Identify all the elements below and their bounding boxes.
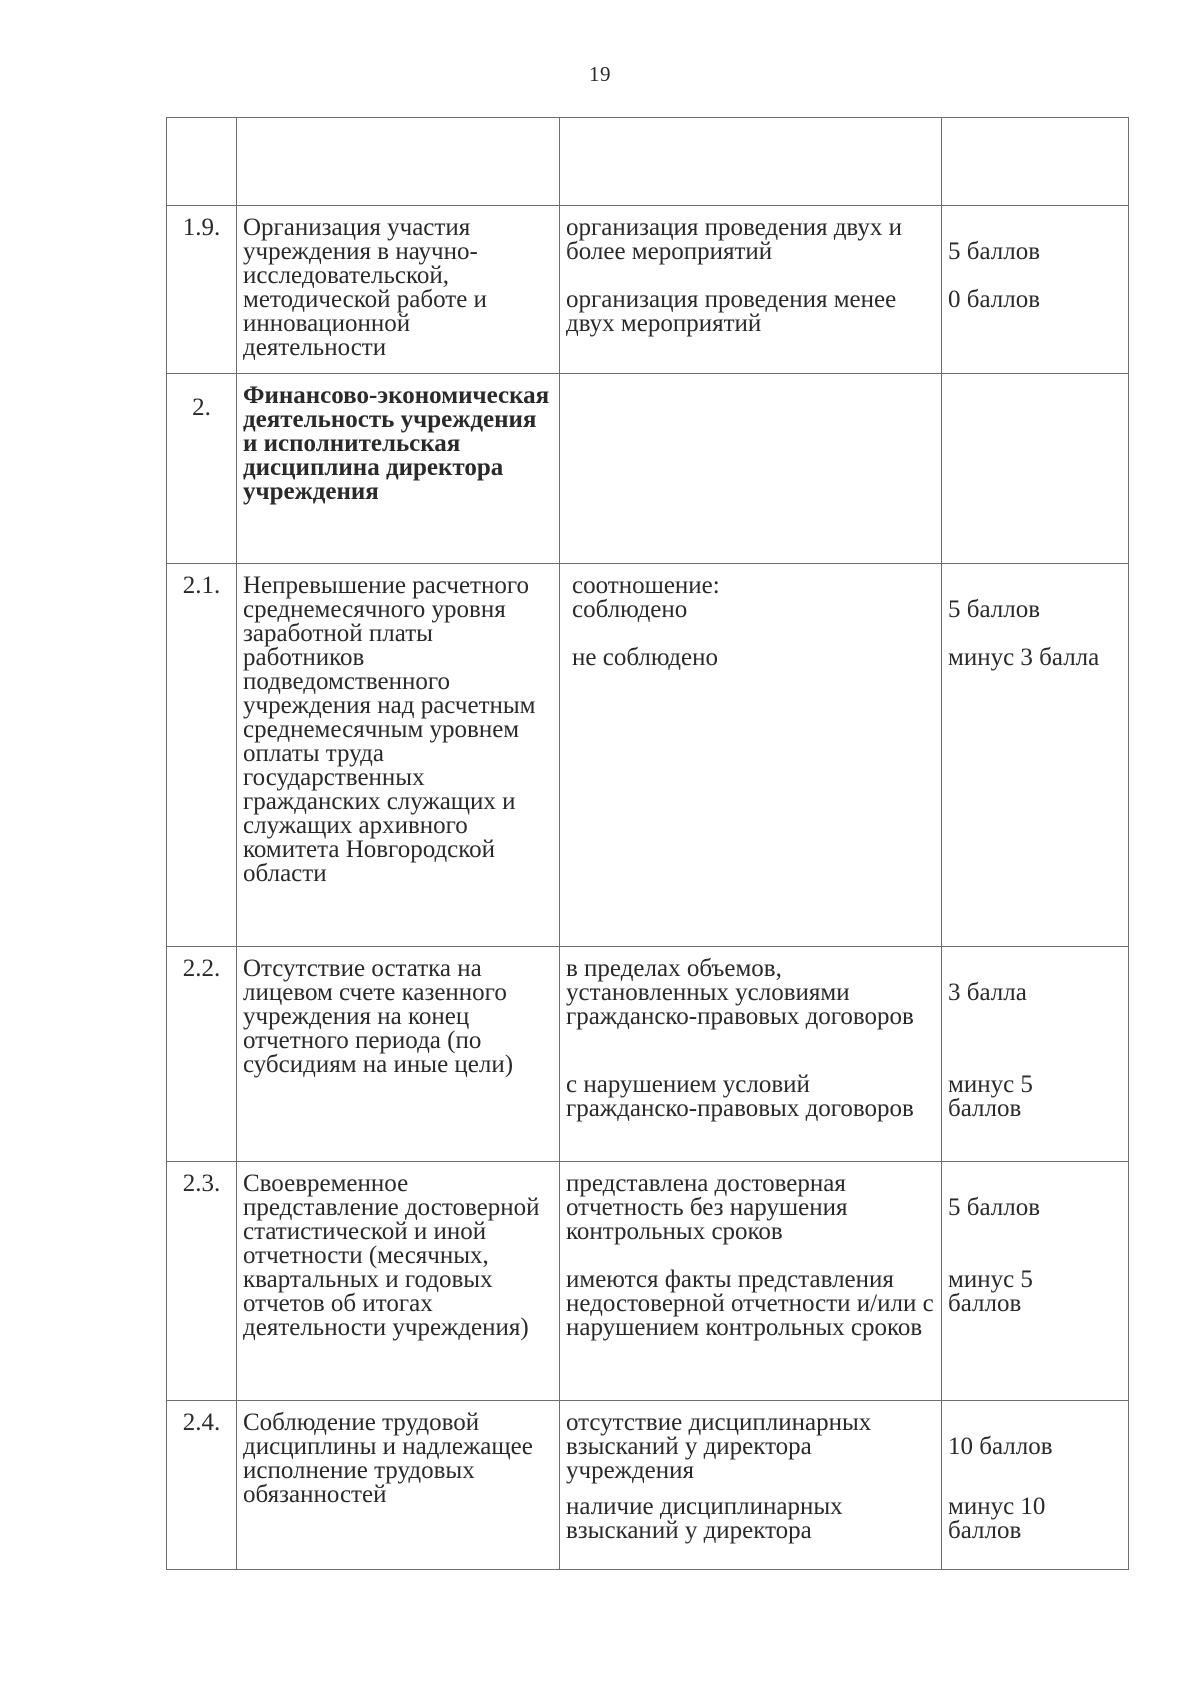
table-row-2-1 — [167, 564, 1129, 947]
criterion-name: Своевременное представление достоверной статистической и иной отчетности (месячных, квартальных и годовых отчетов об итогах деятельности учреждения) — [237, 1162, 560, 1401]
criterion-conditions — [560, 118, 942, 206]
section-title: Финансово-экономическая деятельность учреждения и исполнительская дисциплина директора учреждения — [237, 374, 560, 564]
criterion-scores — [942, 947, 1129, 1162]
criterion-name: Организация участия учреждения в научно-исследовательской, методической работе и инновационной деятельности — [237, 206, 560, 374]
criterion-conditions — [560, 947, 942, 1162]
table-row-2-3 — [167, 1162, 1129, 1401]
table-row-continuation — [167, 118, 1129, 206]
row-number: 2.1. — [167, 564, 237, 947]
criterion-name — [237, 118, 560, 206]
score-value: 5 баллов — [948, 596, 1041, 623]
criterion-conditions — [560, 564, 942, 947]
criteria-table — [166, 117, 1129, 1570]
score-value: 3 балла — [948, 979, 1027, 1006]
score-value: минус 10 баллов — [948, 1493, 1046, 1544]
criterion-name: Соблюдение трудовой дисциплины и надлежащее исполнение трудовых обязанностей — [237, 1401, 560, 1570]
criterion-scores — [942, 1162, 1129, 1401]
condition-text: не соблюдено — [572, 644, 718, 671]
criterion-conditions — [560, 206, 942, 374]
row-number: 1.9. — [167, 206, 237, 374]
table-row-2-2 — [167, 947, 1129, 1162]
score-value: 10 баллов — [948, 1433, 1053, 1460]
condition-text: соотношение: соблюдено — [572, 572, 720, 623]
condition-text: в пределах объемов, установленных условиями гражданско-правовых договоров — [566, 955, 914, 1030]
row-number — [167, 118, 237, 206]
criterion-scores — [942, 206, 1129, 374]
score-value: минус 5 баллов — [948, 1071, 1033, 1122]
table-row-1-9 — [167, 206, 1129, 374]
score-value: 5 баллов — [948, 1194, 1041, 1221]
row-number: 2.3. — [167, 1162, 237, 1401]
criterion-scores — [942, 1401, 1129, 1570]
score-value: минус 3 балла — [948, 644, 1100, 671]
score-value: 5 баллов — [948, 238, 1041, 265]
table-row-2-4 — [167, 1401, 1129, 1570]
row-number: 2. — [167, 374, 237, 564]
condition-text: имеются факты представления недостоверной отчетности и/или с нарушением контрольных сроков — [566, 1266, 934, 1341]
score-value: 0 баллов — [948, 286, 1041, 313]
condition-text: организация проведения двух и более мероприятий — [566, 214, 903, 265]
criterion-scores — [942, 374, 1129, 564]
criterion-name: Отсутствие остатка на лицевом счете казенного учреждения на конец отчетного периода (по субсидиям на иные цели) — [237, 947, 560, 1162]
criterion-scores — [942, 564, 1129, 947]
criterion-scores — [942, 118, 1129, 206]
row-number: 2.2. — [167, 947, 237, 1162]
condition-text: отсутствие дисциплинарных взысканий у директора учреждения — [566, 1409, 872, 1484]
criterion-name: Непревышение расчетного среднемесячного уровня заработной платы работников подведомственного учреждения над расчетным среднемесячным уровнем оплаты труда государственных гражданских служащих и служащих архивного комитета Новгородской области — [237, 564, 560, 947]
table-row-2 — [167, 374, 1129, 564]
page-number: 19 — [589, 62, 611, 86]
condition-text: с нарушением условий гражданско-правовых договоров — [566, 1071, 914, 1122]
condition-text: наличие дисциплинарных взысканий у директора — [566, 1493, 843, 1544]
row-number: 2.4. — [167, 1401, 237, 1570]
criterion-conditions — [560, 1401, 942, 1570]
criterion-conditions — [560, 1162, 942, 1401]
condition-text: организация проведения менее двух мероприятий — [566, 286, 897, 337]
criterion-conditions — [560, 374, 942, 564]
score-value: минус 5 баллов — [948, 1266, 1033, 1317]
condition-text: представлена достоверная отчетность без нарушения контрольных сроков — [566, 1170, 848, 1245]
